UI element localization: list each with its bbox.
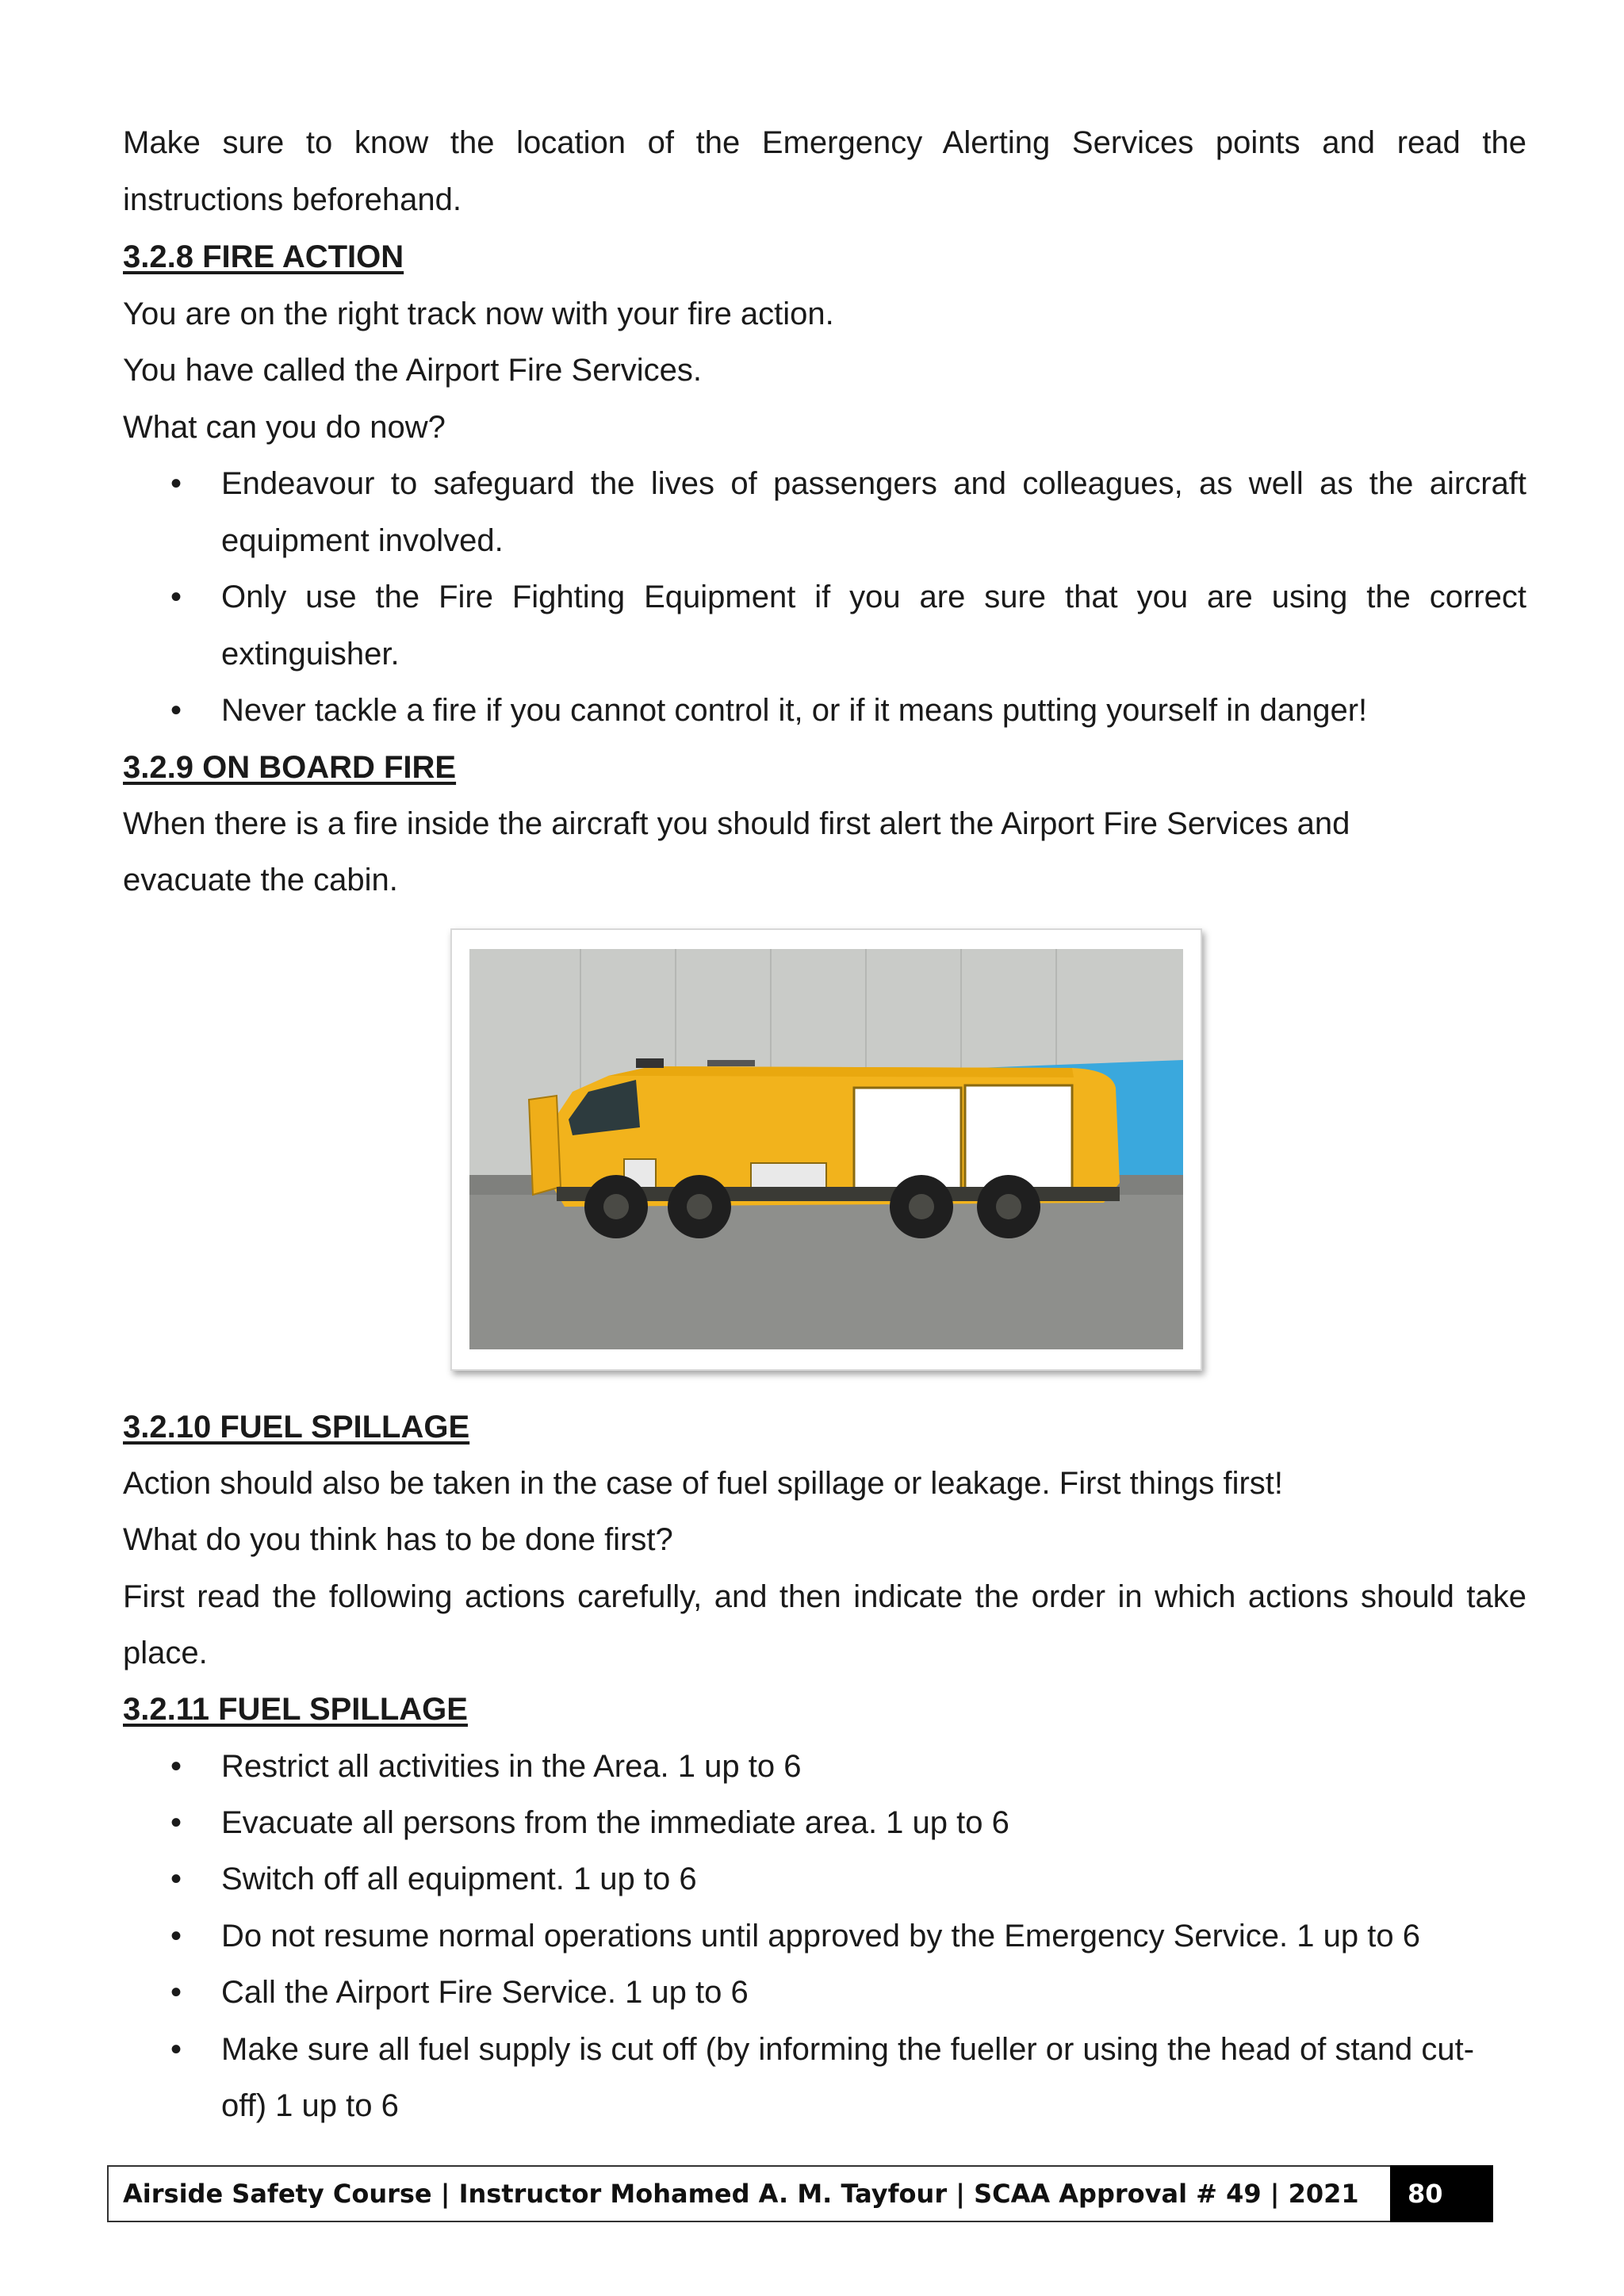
page-footer xyxy=(107,2165,1493,2222)
bullet-marker: • xyxy=(170,580,182,614)
fuel-action-item-6-line-2: off) 1 up to 6 xyxy=(221,2088,399,2123)
intro-line-2: instructions beforehand. xyxy=(123,182,462,217)
fuel-spillage-text-1: Action should also be taken in the case of fuel spillage or leakage. First things first! xyxy=(123,1466,1284,1501)
fire-action-text-2: You have called the Airport Fire Services. xyxy=(123,353,703,388)
intro-line-1: Make sure to know the location of the Emergency Alerting Services points and read the xyxy=(123,125,1526,160)
fuel-action-item-4: Do not resume normal operations until approved by the Emergency Service. 1 up to 6 xyxy=(221,1919,1420,1954)
on-board-fire-text-1: When there is a fire inside the aircraft you should first alert the Airport Fire Services and xyxy=(123,806,1350,841)
fire-action-bullet-2-line-2: extinguisher. xyxy=(221,637,400,672)
section-heading-fuel-spillage-1: 3.2.10 FUEL SPILLAGE xyxy=(123,1410,470,1445)
bullet-marker: • xyxy=(170,466,182,501)
fuel-action-item-3: Switch off all equipment. 1 up to 6 xyxy=(221,1862,697,1896)
page-number: 80 xyxy=(1390,2165,1493,2222)
bullet-marker: • xyxy=(170,1805,182,1840)
fire-action-text-3: What can you do now? xyxy=(123,410,446,445)
fuel-action-item-2: Evacuate all persons from the immediate area. 1 up to 6 xyxy=(221,1805,1009,1840)
fuel-action-item-6-line-1: Make sure all fuel supply is cut off (by informing the fueller or using the head of stand cut- xyxy=(221,2032,1475,2067)
fire-truck-image xyxy=(469,949,1183,1349)
fuel-action-item-5: Call the Airport Fire Service. 1 up to 6 xyxy=(221,1975,749,2010)
section-heading-fire-action: 3.2.8 FIRE ACTION xyxy=(123,239,404,274)
bullet-marker: • xyxy=(170,693,182,728)
fire-action-bullet-1-line-1: Endeavour to safeguard the lives of passengers and colleagues, as well as the aircraft xyxy=(221,466,1526,501)
bullet-marker: • xyxy=(170,2032,182,2067)
fuel-action-item-1: Restrict all activities in the Area. 1 up to 6 xyxy=(221,1749,802,1784)
fuel-spillage-text-3b: place. xyxy=(123,1636,208,1670)
section-heading-on-board-fire: 3.2.9 ON BOARD FIRE xyxy=(123,750,457,785)
bullet-marker: • xyxy=(170,1975,182,2010)
fire-action-bullet-3: Never tackle a fire if you cannot control it, or if it means putting yourself in danger! xyxy=(221,693,1368,728)
bullet-marker: • xyxy=(170,1749,182,1784)
bullet-marker: • xyxy=(170,1862,182,1896)
fuel-spillage-text-3a: First read the following actions carefully, and then indicate the order in which actions should take xyxy=(123,1579,1526,1614)
bullet-marker: • xyxy=(170,1919,182,1954)
fire-action-bullet-2-line-1: Only use the Fire Fighting Equipment if you are sure that you are using the correct xyxy=(221,580,1526,614)
on-board-fire-text-2: evacuate the cabin. xyxy=(123,863,398,897)
fire-truck-photo xyxy=(450,928,1202,1371)
fuel-spillage-text-2: What do you think has to be done first? xyxy=(123,1522,673,1557)
fire-action-text-1: You are on the right track now with your fire action. xyxy=(123,297,834,331)
footer-text: Airside Safety Course | Instructor Mohamed A. M. Tayfour | SCAA Approval # 49 | 2021 xyxy=(123,2179,1359,2209)
section-heading-fuel-spillage-2: 3.2.11 FUEL SPILLAGE xyxy=(123,1692,468,1727)
fire-action-bullet-1-line-2: equipment involved. xyxy=(221,523,504,558)
